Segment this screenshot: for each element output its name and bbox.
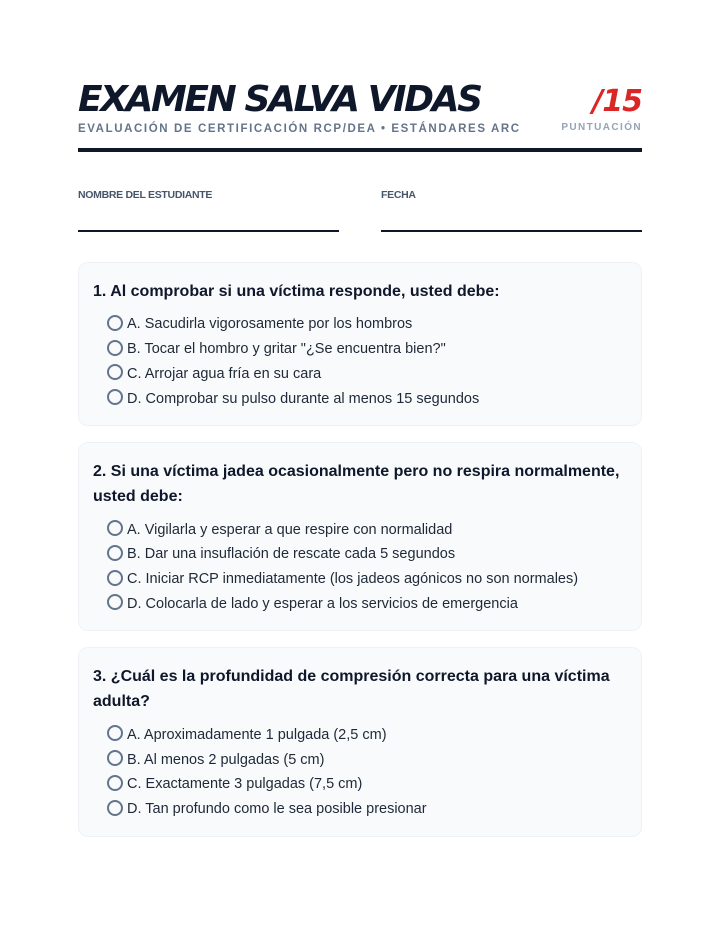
question-1 — [78, 262, 642, 426]
answer-option-label: B. Dar una insuflación de rescate cada 5 segundos — [127, 546, 456, 563]
answer-option[interactable] — [93, 362, 627, 387]
answer-option[interactable] — [93, 722, 627, 747]
date-line[interactable] — [381, 230, 642, 232]
score-box — [561, 86, 642, 133]
radio-icon[interactable] — [107, 340, 123, 356]
radio-icon[interactable] — [107, 594, 123, 610]
date-field[interactable] — [381, 189, 642, 232]
score-value: /15 — [592, 84, 642, 119]
question-text: 1. Al comprobar si una víctima responde, usted debe: — [93, 283, 500, 300]
radio-icon[interactable] — [107, 315, 123, 331]
exam-page — [78, 76, 642, 853]
answer-option-label: D. Colocarla de lado y esperar a los servicios de emergencia — [127, 595, 518, 612]
answer-option-label: A. Aproximadamente 1 pulgada (2,5 cm) — [127, 726, 387, 743]
answer-option-label: A. Sacudirla vigorosamente por los hombros — [127, 316, 413, 333]
exam-title: EXAMEN SALVA VIDAS — [78, 79, 481, 120]
answer-option[interactable] — [93, 772, 627, 797]
radio-icon[interactable] — [107, 389, 123, 405]
radio-icon[interactable] — [107, 545, 123, 561]
radio-icon[interactable] — [107, 570, 123, 586]
answer-option-label: B. Al menos 2 pulgadas (5 cm) — [127, 751, 325, 768]
answer-option-label: D. Comprobar su pulso durante al menos 15 segundos — [127, 390, 480, 407]
question-text: 2. Si una víctima jadea ocasionalmente pero no respira normalmente, usted debe: — [93, 463, 620, 506]
radio-icon[interactable] — [107, 725, 123, 741]
radio-icon[interactable] — [107, 800, 123, 816]
answer-option-label: C. Iniciar RCP inmediatamente (los jadeos agónicos no son normales) — [127, 571, 579, 588]
exam-subtitle: EVALUACIÓN DE CERTIFICACIÓN RCP/DEA • ESTÁNDARES ARC — [78, 123, 521, 135]
question-2 — [78, 442, 642, 631]
answer-option[interactable] — [93, 337, 627, 362]
date-label: FECHA — [381, 189, 416, 201]
answer-option[interactable] — [93, 312, 627, 337]
exam-header — [78, 76, 642, 152]
radio-icon[interactable] — [107, 775, 123, 791]
radio-icon[interactable] — [107, 364, 123, 380]
student-name-label: NOMBRE DEL ESTUDIANTE — [78, 189, 213, 201]
student-name-line[interactable] — [78, 230, 339, 232]
answer-option-label: A. Vigilarla y esperar a que respire con normalidad — [127, 521, 453, 538]
answer-option[interactable] — [93, 592, 627, 617]
answer-option-label: B. Tocar el hombro y gritar "¿Se encuentra bien?" — [127, 341, 446, 358]
answer-option-label: C. Arrojar agua fría en su cara — [127, 365, 322, 382]
answer-option[interactable] — [93, 517, 627, 542]
answer-option-label: D. Tan profundo como le sea posible presionar — [127, 801, 427, 818]
question-3 — [78, 647, 642, 836]
question-text: 3. ¿Cuál es la profundidad de compresión correcta para una víctima adulta? — [93, 668, 610, 711]
answer-option[interactable] — [93, 567, 627, 592]
score-label: PUNTUACIÓN — [561, 122, 642, 133]
radio-icon[interactable] — [107, 520, 123, 536]
answer-option-label: C. Exactamente 3 pulgadas (7,5 cm) — [127, 776, 363, 793]
answer-option[interactable] — [93, 542, 627, 567]
answer-option[interactable] — [93, 386, 627, 411]
answer-option[interactable] — [93, 747, 627, 772]
student-name-field[interactable] — [78, 189, 339, 232]
radio-icon[interactable] — [107, 750, 123, 766]
student-info-fields — [78, 152, 642, 262]
answer-option[interactable] — [93, 797, 627, 822]
